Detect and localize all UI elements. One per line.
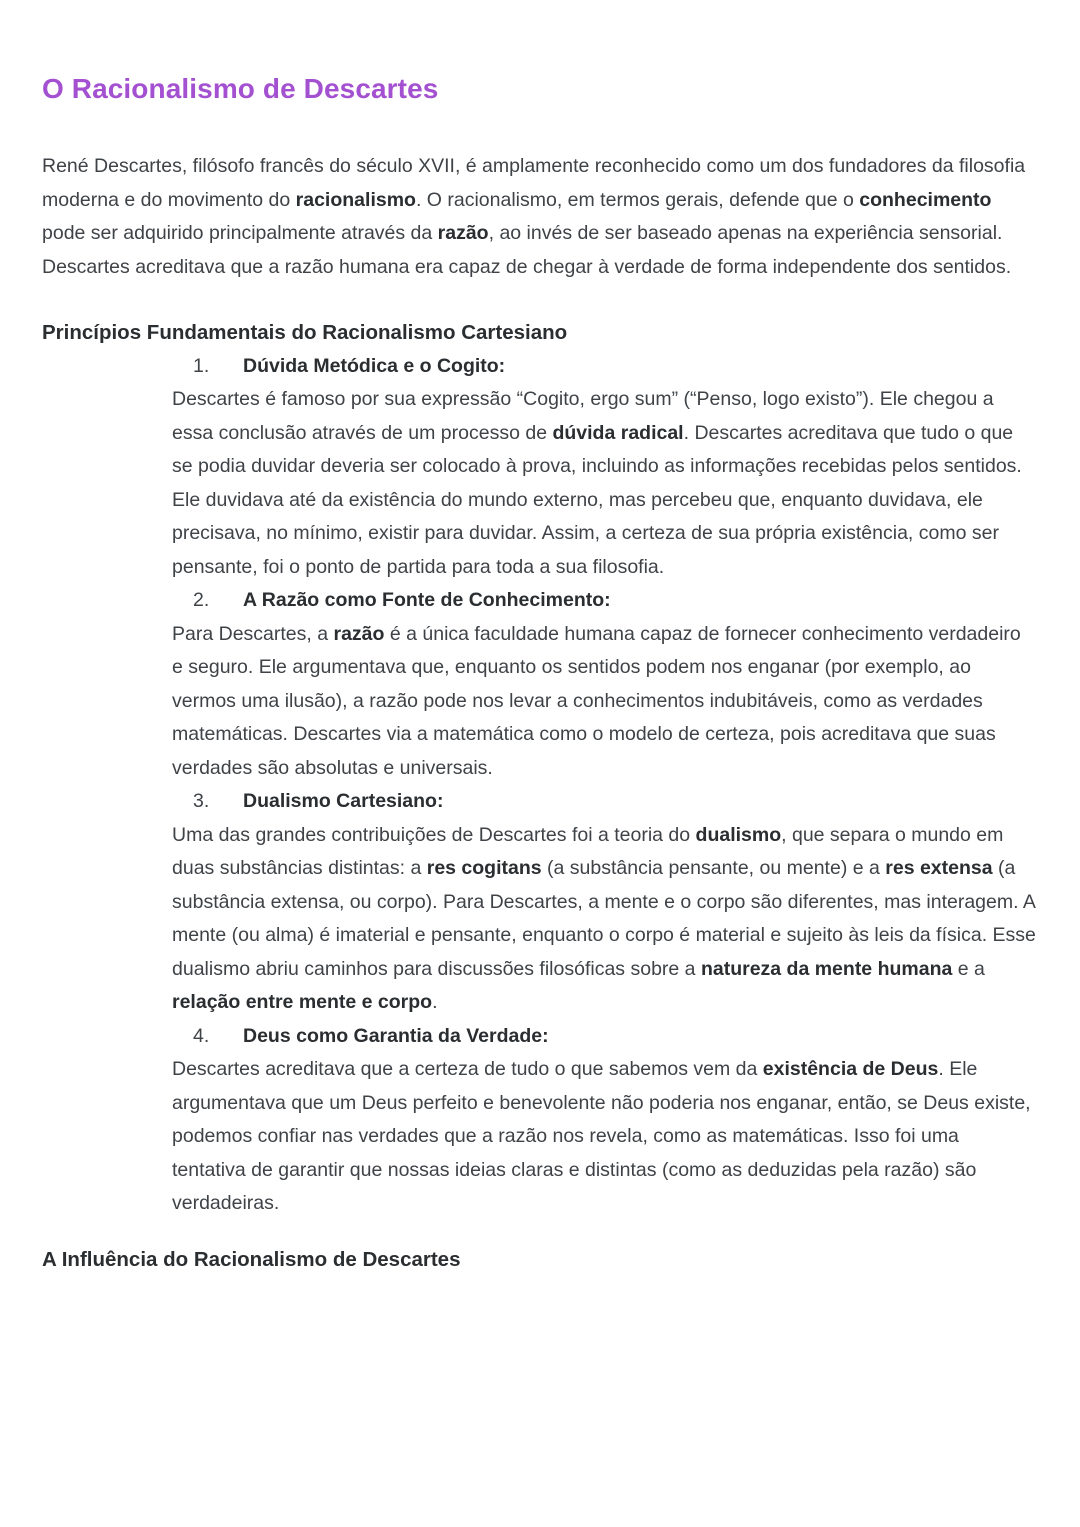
- list-item-body: [172, 618, 1037, 786]
- list-item: [42, 584, 1037, 785]
- text-segment: .: [432, 991, 438, 1013]
- bold-text: existência de Deus: [762, 1058, 939, 1080]
- bold-text: razão: [333, 622, 385, 645]
- list-item: [42, 785, 1037, 1020]
- list-item-title-row: [42, 584, 1037, 618]
- bold-text: res cogitans: [426, 857, 542, 879]
- numbered-list: [42, 350, 1037, 1221]
- list-item-number: 2.: [193, 589, 210, 611]
- list-item: [42, 350, 1037, 585]
- text-segment: René Descartes, filósofo francês do século XVII, é amplamente reconhecido como um dos fundadores da filosofia moderna e do movimento do: [42, 155, 1026, 211]
- list-item-title: Dualismo Cartesiano:: [243, 790, 444, 812]
- list-item-body: [172, 383, 1037, 584]
- text-segment: . O racionalismo, em termos gerais, defende que o: [415, 188, 860, 211]
- list-item-title-row: [42, 1020, 1037, 1054]
- text-segment: , que separa o mundo em duas substâncias distintas: a: [172, 823, 1004, 879]
- text-segment: . Descartes acreditava que tudo o que se podia duvidar deveria ser colocado à prova, incluindo as informações recebidas pelos sentidos. Ele duvidava até da existência do mundo externo, mas percebeu que, enquanto duvidava, ele precisava, no mínimo, existir para duvidar. Assim, a certeza de sua própria existência, como ser pensante, foi o ponto de partida para toda a sua filosofia.: [172, 421, 1022, 578]
- text-segment: Descartes é famoso por sua expressão “Cogito, ergo sum” (“Penso, logo existo”). Ele chegou a essa conclusão através de um processo de: [172, 388, 994, 444]
- page-title: O Racionalismo de Descartes: [42, 73, 439, 104]
- text-segment: Para Descartes, a: [172, 622, 334, 645]
- text-segment: pode ser adquirido principalmente através da: [42, 222, 438, 244]
- list-item-title-row: [42, 785, 1037, 819]
- list-item-body: [172, 819, 1037, 1020]
- section-heading-principios: Princípios Fundamentais do Racionalismo Cartesiano: [42, 321, 568, 344]
- bold-text: dúvida radical: [552, 421, 684, 444]
- list-item-title: A Razão como Fonte de Conhecimento:: [243, 589, 611, 611]
- bold-text: razão: [437, 222, 489, 244]
- list-item-number: 3.: [193, 790, 210, 812]
- bold-text: dualismo: [695, 823, 782, 846]
- bold-text: res extensa: [885, 857, 993, 879]
- bold-text: relação entre mente e corpo: [172, 991, 433, 1013]
- text-segment: Uma das grandes contribuições de Descartes foi a teoria do: [172, 823, 696, 846]
- text-segment: . Ele argumentava que um Deus perfeito e benevolente não poderia nos enganar, então, se Deus existe, podemos confiar nas verdades que a razão nos revela, como as matemáticas. Isso foi uma tentativa de garantir que nossas ideias claras e distintas (como as deduzidas pela razão) são verdadeiras.: [172, 1058, 1031, 1214]
- text-segment: é a única faculdade humana capaz de fornecer conhecimento verdadeiro e seguro. Ele argumentava que, enquanto os sentidos podem nos enganar (por exemplo, ao vermos uma ilusão), a razão pode nos levar a conhecimentos indubitáveis, como as verdades matemáticas. Descartes via a matemática como o modelo de certeza, pois acreditava que suas verdades são absolutas e universais.: [172, 622, 1021, 779]
- text-segment: e a: [952, 957, 985, 980]
- list-item-title: Dúvida Metódica e o Cogito:: [243, 354, 506, 377]
- list-item-title: Deus como Garantia da Verdade:: [243, 1024, 549, 1047]
- bold-text: conhecimento: [859, 188, 992, 211]
- list-item-number: 4.: [193, 1024, 210, 1047]
- section-heading-influencia: A Influência do Racionalismo de Descartes: [42, 1247, 461, 1271]
- list-item-number: 1.: [193, 354, 210, 377]
- bold-text: natureza da mente humana: [700, 957, 953, 980]
- text-segment: , ao invés de ser baseado apenas na experiência sensorial. Descartes acreditava que a razão humana era capaz de chegar à verdade de forma independente dos sentidos.: [42, 222, 1012, 278]
- text-segment: (a substância pensante, ou mente) e a: [541, 857, 886, 879]
- text-segment: (a substância extensa, ou corpo). Para Descartes, a mente e o corpo são diferentes, mas interagem. A mente (ou alma) é imaterial e pensante, enquanto o corpo é material e sujeito às leis da física. Esse dualismo abriu caminhos para discussões filosóficas sobre a: [172, 857, 1036, 980]
- list-item: [42, 1020, 1037, 1221]
- list-item-body: [172, 1053, 1037, 1221]
- bold-text: racionalismo: [295, 188, 416, 211]
- list-item-title-row: [42, 350, 1037, 384]
- text-segment: Descartes acreditava que a certeza de tudo o que sabemos vem da: [172, 1058, 763, 1080]
- intro-paragraph: [42, 150, 1037, 284]
